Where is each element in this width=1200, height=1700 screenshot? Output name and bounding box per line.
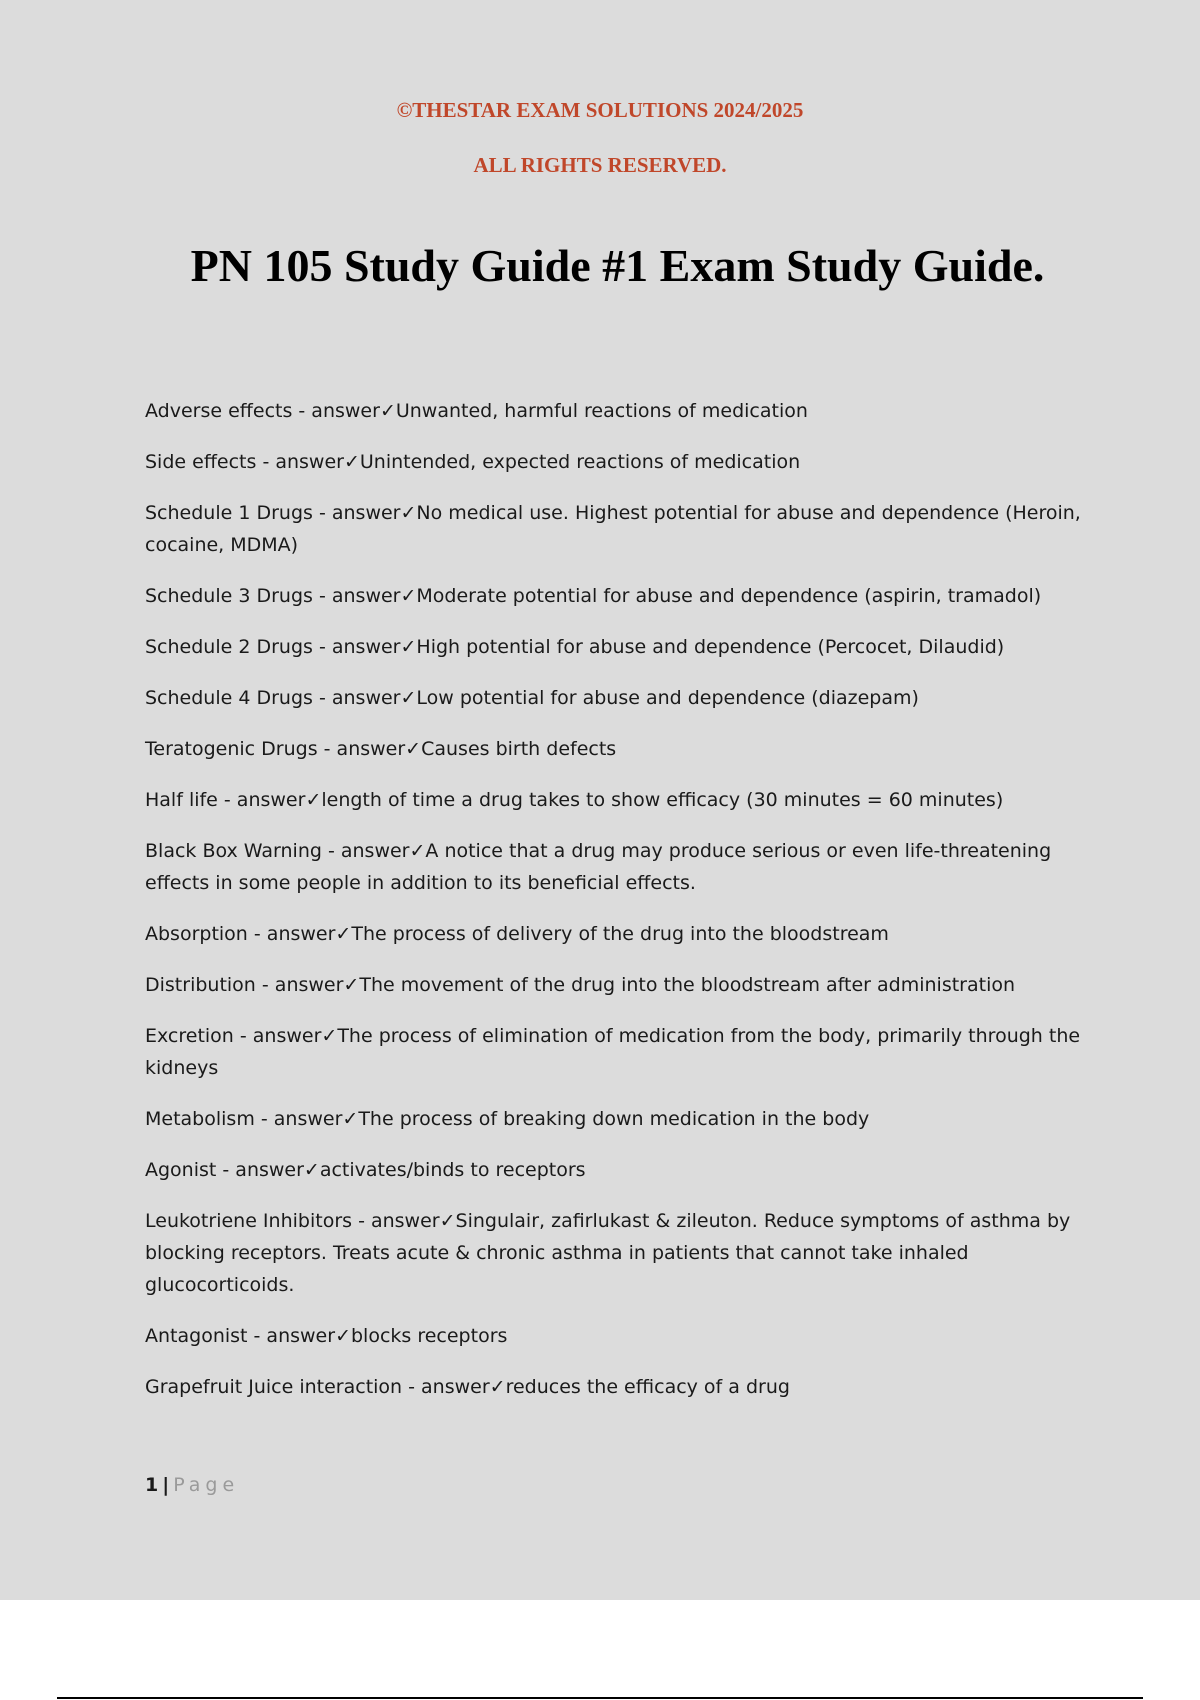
entry-term: Schedule 1 Drugs [145, 502, 313, 524]
study-guide-entry [145, 580, 1095, 612]
checkmark-icon: ✓ [439, 1210, 456, 1232]
entry-term: Teratogenic Drugs [145, 738, 318, 760]
entry-answer: length of time a drug takes to show efficacy (30 minutes = 60 minutes) [321, 789, 1004, 811]
entry-answer: Moderate potential for abuse and dependence (aspirin, tramadol) [416, 585, 1042, 607]
entry-separator: - answer [352, 1210, 440, 1232]
entry-separator: - answer [247, 1325, 336, 1347]
entry-answer: A notice that a drug may produce serious or even life-threatening effects in some people in addition to its beneficial effects. [145, 840, 1052, 894]
study-guide-entry [145, 733, 1095, 765]
page-number: 1 [145, 1474, 159, 1496]
study-guide-entry [145, 395, 1095, 427]
study-guide-entry [145, 631, 1095, 663]
bottom-rule [57, 1697, 1143, 1699]
checkmark-icon: ✓ [405, 738, 422, 760]
entry-term: Grapefruit Juice interaction [145, 1376, 403, 1398]
entry-term: Metabolism [145, 1108, 255, 1130]
checkmark-icon: ✓ [489, 1376, 506, 1398]
checkmark-icon: ✓ [400, 502, 417, 524]
entry-separator: - answer [317, 738, 406, 760]
study-guide-entry [145, 835, 1095, 899]
checkmark-icon: ✓ [400, 585, 417, 607]
entry-answer: activates/binds to receptors [319, 1159, 586, 1181]
entry-separator: - answer [312, 636, 401, 658]
footer-divider: | [162, 1474, 170, 1496]
entry-separator: - answer [255, 974, 344, 996]
checkmark-icon: ✓ [343, 974, 360, 996]
entry-separator: - answer [247, 923, 336, 945]
study-guide-entry [145, 497, 1095, 561]
entry-answer: The process of delivery of the drug into the bloodstream [351, 923, 889, 945]
study-guide-entries [145, 395, 1095, 1422]
entry-term: Adverse effects [145, 400, 293, 422]
entry-answer: The process of elimination of medication from the body, primarily through the kidneys [145, 1025, 1081, 1079]
study-guide-entry [145, 969, 1095, 1001]
study-guide-entry [145, 784, 1095, 816]
entry-term: Agonist [145, 1159, 217, 1181]
entry-term: Excretion [145, 1025, 234, 1047]
checkmark-icon: ✓ [303, 1159, 320, 1181]
entry-answer: Unintended, expected reactions of medication [359, 451, 801, 473]
checkmark-icon: ✓ [321, 1025, 338, 1047]
checkmark-icon: ✓ [343, 451, 360, 473]
document-title: PN 105 Study Guide #1 Exam Study Guide. [190, 240, 1045, 291]
entry-separator: - answer [402, 1376, 490, 1398]
entry-separator: - answer [321, 840, 410, 862]
study-guide-entry [145, 682, 1095, 714]
entry-term: Side effects [145, 451, 257, 473]
entry-term: Half life [145, 789, 218, 811]
checkmark-icon: ✓ [335, 923, 352, 945]
study-guide-entry [145, 918, 1095, 950]
entry-term: Schedule 3 Drugs [145, 585, 313, 607]
entry-answer: The process of breaking down medication in the body [358, 1108, 870, 1130]
entry-answer: Singulair, zafirlukast & zileuton. Reduce symptoms of asthma by blocking receptors. Treats acute & chronic asthma in patients that cannot take inhaled glucocorticoids. [145, 1210, 1071, 1296]
entry-separator: - answer [312, 502, 401, 524]
entry-term: Distribution [145, 974, 256, 996]
entry-separator: - answer [312, 585, 401, 607]
study-guide-entry [145, 1205, 1095, 1301]
entry-term: Schedule 4 Drugs [145, 687, 313, 709]
study-guide-entry [145, 1154, 1095, 1186]
entry-answer: The movement of the drug into the bloodstream after administration [359, 974, 1016, 996]
entry-separator: - answer [216, 1159, 304, 1181]
study-guide-entry [145, 1320, 1095, 1352]
entry-separator: - answer [254, 1108, 343, 1130]
rights-reserved-header: ALL RIGHTS RESERVED. [473, 153, 727, 177]
entry-separator: - answer [312, 687, 401, 709]
entry-answer: Causes birth defects [421, 738, 617, 760]
entry-term: Black Box Warning [145, 840, 322, 862]
entry-term: Absorption [145, 923, 248, 945]
checkmark-icon: ✓ [379, 400, 396, 422]
entry-answer: Low potential for abuse and dependence (diazepam) [416, 687, 919, 709]
copyright-header: ©THESTAR EXAM SOLUTIONS 2024/2025 [396, 98, 804, 122]
checkmark-icon: ✓ [342, 1108, 359, 1130]
entry-separator: - answer [233, 1025, 322, 1047]
checkmark-icon: ✓ [305, 789, 322, 811]
entry-answer: High potential for abuse and dependence (Percocet, Dilaudid) [416, 636, 1005, 658]
checkmark-icon: ✓ [409, 840, 426, 862]
checkmark-icon: ✓ [400, 687, 417, 709]
entry-separator: - answer [256, 451, 344, 473]
entry-separator: - answer [217, 789, 306, 811]
page-footer [145, 1474, 239, 1496]
page-label: Page [173, 1474, 240, 1496]
entry-term: Antagonist [145, 1325, 248, 1347]
entry-term: Leukotriene Inhibitors [145, 1210, 353, 1232]
entry-answer: Unwanted, harmful reactions of medication [395, 400, 808, 422]
checkmark-icon: ✓ [335, 1325, 351, 1347]
study-guide-entry [145, 1371, 1095, 1403]
entry-separator: - answer [292, 400, 380, 422]
study-guide-entry [145, 1103, 1095, 1135]
entry-answer: reduces the efficacy of a drug [505, 1376, 790, 1398]
checkmark-icon: ✓ [400, 636, 417, 658]
study-guide-entry [145, 1020, 1095, 1084]
entry-term: Schedule 2 Drugs [145, 636, 313, 658]
entry-answer: blocks receptors [350, 1325, 508, 1347]
entry-answer: No medical use. Highest potential for abuse and dependence (Heroin, cocaine, MDMA) [145, 502, 1081, 556]
study-guide-entry [145, 446, 1095, 478]
